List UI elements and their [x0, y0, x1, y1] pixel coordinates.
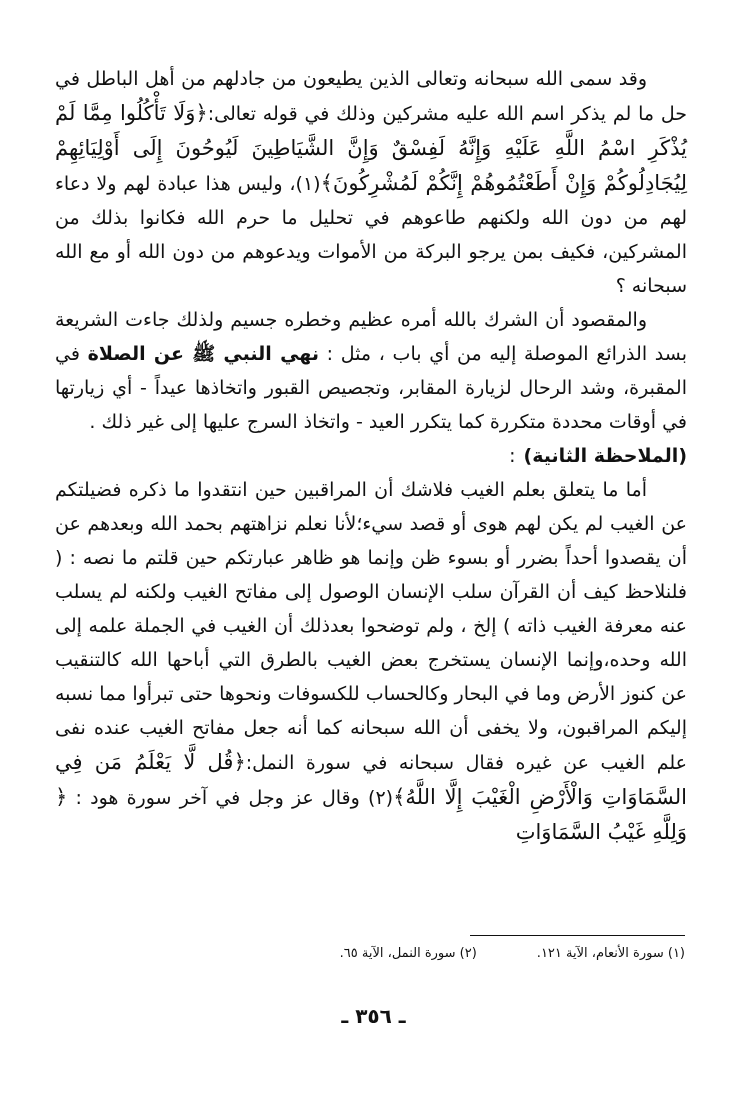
page-number: ـ ٣٥٦ ـ	[341, 1004, 406, 1028]
document-body	[55, 62, 687, 850]
quran-verse-1: ﴿وَلَا تَأْكُلُوا مِمَّا لَمْ يُذْكَرِ اسْمُ اللَّهِ عَلَيْهِ وَإِنَّهُ لَفِسْقٌ وَإِنَّ الشَّيَاطِينَ لَيُوحُونَ إِلَى أَوْلِيَائِهِمْ لِيُجَادِلُوكُمْ وَإِنْ أَطَعْتُمُوهُمْ إِنَّكُمْ لَمُشْرِكُونَ﴾	[55, 101, 688, 195]
quran-verse-2: ﴿قُل لَّا يَعْلَمُ مَن فِي السَّمَاوَاتِ وَالْأَرْضِ الْغَيْبَ إِلَّا اللَّهُ﴾	[55, 750, 688, 809]
footnote-divider	[470, 935, 685, 936]
section-heading	[55, 439, 687, 473]
footnote-2: (٢) سورة النمل، الآية ٦٥.	[339, 946, 477, 961]
quran-verse-3: ﴿ وَلِلَّهِ غَيْبُ السَّمَاوَاتِ	[55, 785, 687, 844]
section-heading-label: (الملاحظة الثانية)	[523, 445, 687, 467]
paragraph-1-text-a: وقد سمى الله سبحانه وتعالى الذين يطيعون من جادلهم من أهل الباطل في حل ما لم يذكر اسم الله عليه مشركين وذلك في قوله تعالى:	[55, 68, 687, 125]
paragraph-2-bold: نهي النبي ﷺ عن الصلاة	[87, 343, 319, 365]
footnote-ref-1: (١)	[295, 173, 321, 195]
paragraph-3	[55, 473, 687, 850]
footnote-1: (١) سورة الأنعام، الآية ١٢١.	[536, 946, 685, 961]
paragraph-3-text-a: أما ما يتعلق بعلم الغيب فلاشك أن المراقبين حين انتقدوا ما ذكره فضيلتكم عن الغيب لم يكن لهم هوى أو قصد سيء؛لأنا نعلم نزاهتهم بحمد الله وبعدهم عن أن يقصدوا أحداً بضرر أو بسوء ظن وإنما هو ظاهر عبارتكم حين قلتم ما نصه : ( فلنلاحظ كيف أن القرآن سلب الإنسان الوصول إلى مفاتح الغيب ولكنه لم يسلب عنه معرفة الغيب ذاته ) إلخ ، ولم توضحوا بعدذلك أن الغيب في الجملة علمه إلى الله وحده،وإنما الإنسان يستخرج بعض الغيب بالطرق التي أباحها الله كالتنقيب عن كنوز الأرض وما في البحار وكالحساب للكسوفات ونحوها حتى تبرأوا مما نسبه إليكم المراقبون، ولا يخفى أن الله سبحانه كما أنه جعل مفاتح الغيب عنده نفى علم الغيب عن غيره فقال سبحانه في سورة النمل:	[55, 479, 688, 774]
footnotes	[150, 944, 685, 964]
paragraph-2-text-b: في المقبرة، وشد الرحال لزيارة المقابر، وتجصيص القبور واتخاذها عيداً - أي زيارتها في أوقات محددة متكررة كما يتكرر العيد - واتخاذ السرج عليها إلى غير ذلك .	[55, 343, 687, 433]
section-heading-colon: :	[509, 445, 516, 467]
paragraph-3-text-b: وقال عز وجل في آخر سورة هود :	[75, 787, 360, 809]
paragraph-2-text-a: والمقصود أن الشرك بالله أمره عظيم وخطره جسيم ولذلك جاءت الشريعة بسد الذرائع الموصلة إليه من أي باب ، مثل :	[55, 309, 687, 365]
footnote-ref-2: (٢)	[368, 787, 394, 809]
paragraph-1	[55, 62, 687, 303]
paragraph-1-text-b: ، وليس هذا عبادة لهم ولا دعاء لهم من دون الله ولكنهم طاعوهم في تحليل ما حرم الله فكانوا بذلك من المشركين، فكيف بمن يرجو البركة من الأموات ويدعوهم من دون الله أو مع الله سبحانه ؟	[55, 173, 687, 297]
paragraph-2	[55, 303, 687, 439]
